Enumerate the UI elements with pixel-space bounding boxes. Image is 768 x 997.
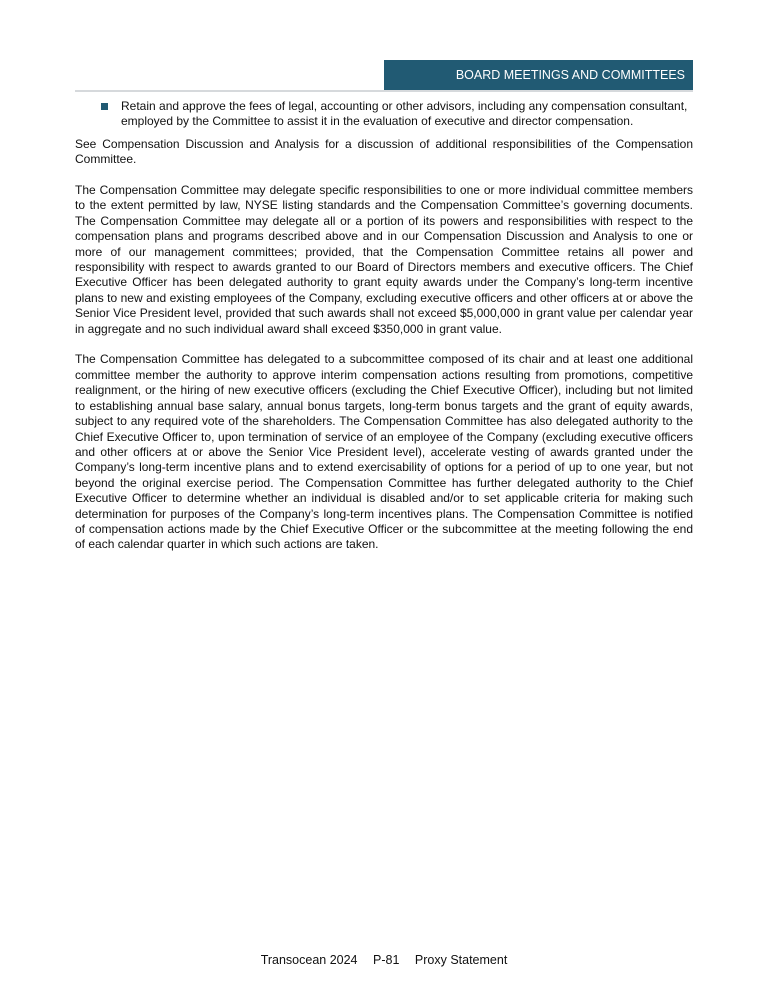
- bullet-item: [101, 99, 693, 137]
- footer-document: Proxy Statement: [414, 953, 508, 967]
- page-content: [75, 99, 693, 568]
- paragraph: The Compensation Committee has delegated to a subcommittee composed of its chair and at least one additional committee member the authority to approve interim compensation actions resulting from promotions, competitive realignment, or the hiring of new executive officers (excluding the Chief Executive Officer), including but not limited to establishing annual base salary, annual bonus targets, long-term bonus targets and the grant of equity awards, subject to any required vote of the shareholders. The Compensation Committee has also delegated authority to the Chief Executive Officer to, upon termination of service of an employee of the Company (excluding executive officers and other officers at or above the Senior Vice President level), accelerate vesting of awards granted under the Company’s long-term incentive plans and to extend exercisability of options for a period of up to one year, but not beyond the original exercise period. The Compensation Committee has further delegated authority to the Chief Executive Officer to determine whether an individual is disabled and/or to set applicable criteria for making such determination for purposes of the Company’s long-term incentives plans. The Compensation Committee is notified of compensation actions made by the Chief Executive Officer or the subcommittee at the meeting following the end of each calendar quarter in which such actions are taken.: [75, 352, 693, 552]
- footer-page-number: P-81: [373, 953, 400, 967]
- paragraph: See Compensation Discussion and Analysis for a discussion of additional responsibilities of the Compensation Committee.: [75, 136, 693, 167]
- footer-company: Transocean 2024: [260, 953, 358, 967]
- section-header: BOARD MEETINGS AND COMMITTEES: [384, 60, 693, 90]
- page-footer: [0, 953, 768, 967]
- header-divider: [75, 90, 693, 92]
- paragraph: The Compensation Committee may delegate specific responsibilities to one or more individual committee members to the extent permitted by law, NYSE listing standards and the Compensation Committee’s governing documents. The Compensation Committee may delegate all or a portion of its powers and responsibilities with respect to the compensation plans and programs described above and in our Compensation Discussion and Analysis to one or more of our management committees; provided, that the Compensation Committee retains all power and responsibility with respect to awards granted to our Board of Directors members and executive officers. The Chief Executive Officer has been delegated authority to grant equity awards under the Company’s long-term incentive plans to new and existing employees of the Company, excluding executive officers and other officers at or above the Senior Vice President level, provided that such awards shall not exceed $5,000,000 in grant value per calendar year in aggregate and no such individual award shall exceed $350,000 in grant value.: [75, 183, 693, 336]
- bullet-text: Retain and approve the fees of legal, accounting or other advisors, including any compensation consultant, employed by the Committee to assist it in the evaluation of executive and director compensation.: [121, 99, 688, 129]
- square-bullet-icon: [101, 103, 108, 110]
